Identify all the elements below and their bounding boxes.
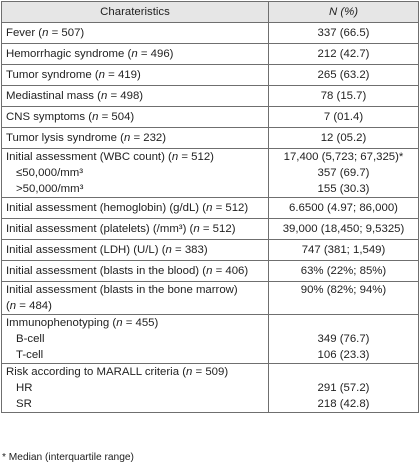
- table-row: [2, 107, 419, 128]
- table-row: [2, 315, 419, 364]
- characteristics-table: [1, 1, 419, 413]
- sub-label: T-cell: [16, 349, 44, 361]
- table-header-row: [2, 2, 419, 23]
- table-row: [2, 149, 419, 198]
- sub-label: ≤50,000/mm³: [16, 167, 84, 179]
- row-value: 212 (42.7): [269, 44, 419, 65]
- row-label: Risk according to MARALL criteria (n = 509) HR SR: [2, 364, 269, 413]
- sub-value: 218 (42.8): [317, 398, 370, 410]
- sub-label: >50,000/mm³: [16, 183, 84, 195]
- row-value: 39,000 (18,450; 9,5325): [269, 219, 419, 240]
- row-label: Tumor syndrome (n = 419): [2, 65, 269, 86]
- row-label: Initial assessment (hemoglobin) (g/dL) (n = 512): [2, 198, 269, 219]
- row-label: Hemorrhagic syndrome (n = 496): [2, 44, 269, 65]
- table-row: [2, 65, 419, 86]
- sub-value: 106 (23.3): [317, 349, 370, 361]
- table-row: [2, 364, 419, 413]
- row-value: 90% (82%; 94%): [269, 282, 419, 315]
- table-row: [2, 240, 419, 261]
- sub-label: B-cell: [16, 333, 45, 345]
- row-label: Initial assessment (blasts in the blood) (n = 406): [2, 261, 269, 282]
- table-row: [2, 198, 419, 219]
- sub-value: 155 (30.3): [317, 183, 370, 195]
- sub-label: SR: [16, 398, 32, 410]
- table-row: [2, 86, 419, 107]
- row-value: 337 (66.5): [269, 23, 419, 44]
- sub-value: 349 (76.7): [317, 333, 370, 345]
- row-label: Initial assessment (LDH) (U/L) (n = 383): [2, 240, 269, 261]
- table-row: [2, 23, 419, 44]
- table-row: [2, 44, 419, 65]
- row-label: Initial assessment (blasts in the bone marrow) (n = 484): [2, 282, 269, 315]
- row-label: Initial assessment (WBC count) (n = 512) ≤50,000/mm³ >50,000/mm³: [2, 149, 269, 198]
- row-value: 7 (01.4): [269, 107, 419, 128]
- row-label: Immunophenotyping (n = 455) B-cell T-cell: [2, 315, 269, 364]
- row-value: [269, 364, 419, 413]
- row-value: 12 (05.2): [269, 128, 419, 149]
- row-label: Initial assessment (platelets) (/mm³) (n = 512): [2, 219, 269, 240]
- header-n-percent: N (%): [269, 2, 419, 23]
- characteristics-table-container: [1, 1, 418, 413]
- row-label: Fever (n = 507): [2, 23, 269, 44]
- row-value: [269, 315, 419, 364]
- row-value: 265 (63.2): [269, 65, 419, 86]
- table-footnote: * Median (interquartile range): [2, 452, 134, 463]
- row-value: 747 (381; 1,549): [269, 240, 419, 261]
- table-row: [2, 282, 419, 315]
- sub-label: HR: [16, 382, 33, 394]
- table-row: [2, 261, 419, 282]
- sub-value: 291 (57.2): [317, 382, 370, 394]
- row-label: Tumor lysis syndrome (n = 232): [2, 128, 269, 149]
- table-row: [2, 128, 419, 149]
- row-value: 78 (15.7): [269, 86, 419, 107]
- row-label: Mediastinal mass (n = 498): [2, 86, 269, 107]
- table-row: [2, 219, 419, 240]
- row-value: 17,400 (5,723; 67,325)* 357 (69.7) 155 (30.3): [269, 149, 419, 198]
- row-label: CNS symptoms (n = 504): [2, 107, 269, 128]
- sub-value: 357 (69.7): [317, 167, 370, 179]
- row-value: 63% (22%; 85%): [269, 261, 419, 282]
- header-characteristics: Charateristics: [2, 2, 269, 23]
- row-value: 6.6500 (4.97; 86,000): [269, 198, 419, 219]
